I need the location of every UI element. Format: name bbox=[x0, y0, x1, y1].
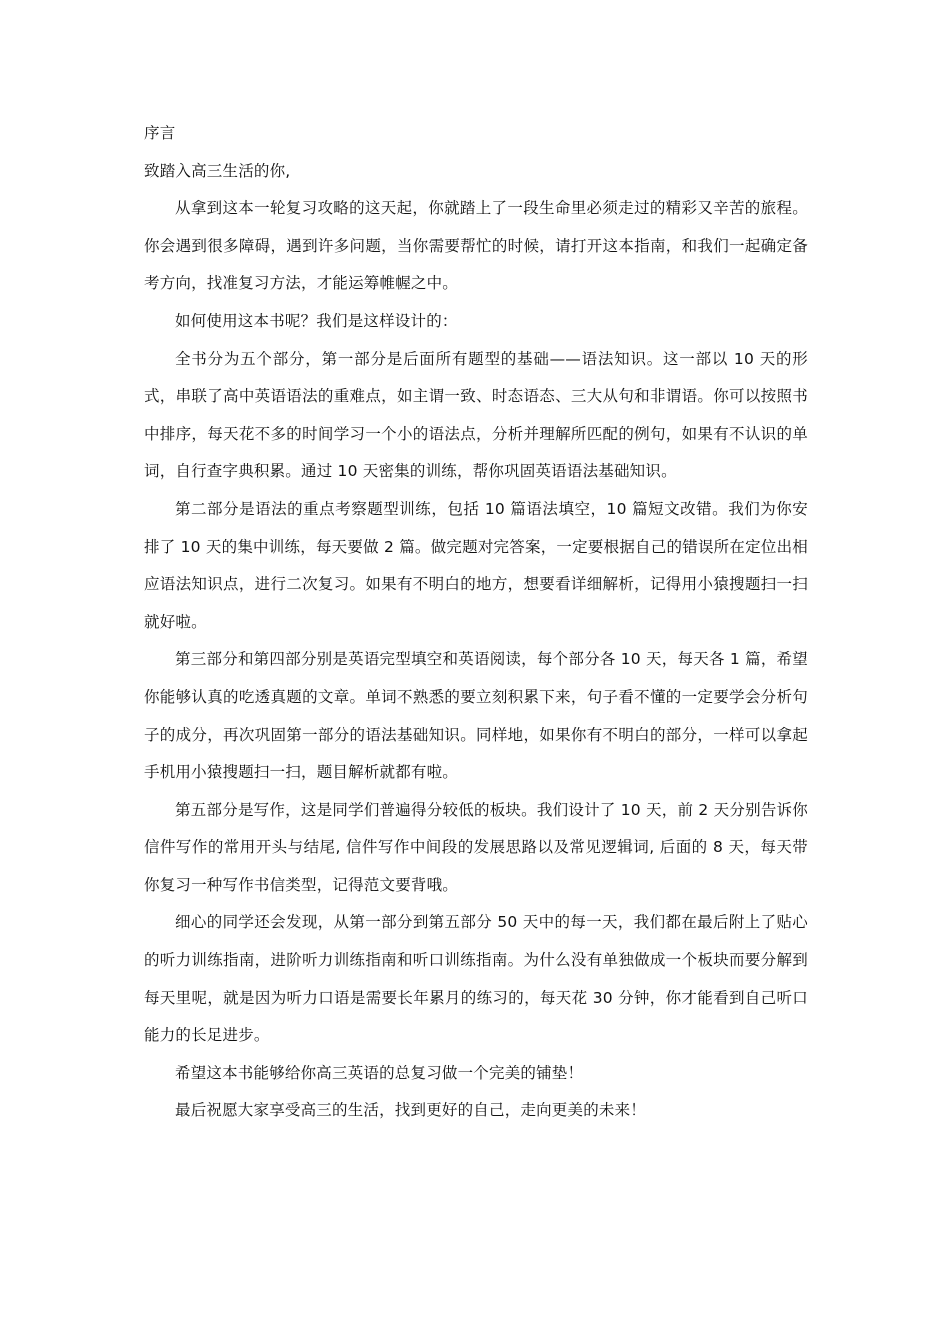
paragraph-intro: 从拿到这本一轮复习攻略的这天起，你就踏上了一段生命里必须走过的精彩又辛苦的旅程。 你会遇到很多障碍，遇到许多问题，当你需要帮忙的时候，请打开这本指南，和我们一起确定备考方向，找准复习方法，才能运筹帷幄之中。 bbox=[144, 199, 808, 293]
document-title: 序言 bbox=[144, 124, 176, 142]
paragraph-part-five: 第五部分是写作，这是同学们普遍得分较低的板块。我们设计了 10 天，前 2 天分别告诉你信件写作的常用开头与结尾, 信件写作中间段的发展思路以及常见逻辑词, 后面的 8 天，每天带你复习一种写作书信类型，记得范文要背哦。 bbox=[144, 800, 808, 894]
paragraph-part-one: 全书分为五个部分，第一部分是后面所有题型的基础——语法知识。这一部以 10 天的形式，串联了高中英语语法的重难点，如主谓一致、时态语态、三大从句和非谓语。你可以按照书中排序，每天花不多的时间学习一个小的语法点，分析并理解所匹配的例句，如果有不认识的单词，自行查字典积累。通过 10 天密集的训练，帮你巩固英语语法基础知识。 bbox=[144, 349, 808, 481]
paragraph-closing: 最后祝愿大家享受高三的生活，找到更好的自己，走向更美的未来！ bbox=[175, 1101, 647, 1120]
paragraph-part-two: 第二部分是语法的重点考察题型训练，包括 10 篇语法填空，10 篇短文改错。我们为你安排了 10 天的集中训练，每天要做 2 篇。做完题对完答案，一定要根据自己的错误所在定位出相应语法知识点，进行二次复习。如果有不明白的地方，想要看详细解析，记得用小猿搜题扫一扫就好啦。 bbox=[144, 499, 808, 631]
document-body bbox=[144, 115, 808, 1130]
paragraph-hope: 希望这本书能够给你高三英语的总复习做一个完美的铺垫！ bbox=[175, 1063, 584, 1082]
paragraph-listening: 细心的同学还会发现，从第一部分到第五部分 50 天中的每一天，我们都在最后附上了贴心的听力训练指南，进阶听力训练指南和听口训练指南。为什么没有单独做成一个板块而要分解到每天里呢，就是因为听力口语是需要长年累月的练习的，每天花 30 分钟，你才能看到自己听口能力的长足进步。 bbox=[144, 913, 808, 1045]
salutation: 致踏入高三生活的你, bbox=[144, 161, 291, 180]
paragraph-how-to-use: 如何使用这本书呢？我们是这样设计的： bbox=[175, 311, 458, 330]
paragraph-parts-three-four: 第三部分和第四部分别是英语完型填空和英语阅读，每个部分各 10 天，每天各 1 篇，希望你能够认真的吃透真题的文章。单词不熟悉的要立刻积累下来，句子看不懂的一定要学会分析句子的成分，再次巩固第一部分的语法基础知识。同样地，如果你有不明白的部分，一样可以拿起手机用小猿搜题扫一扫，题目解析就都有啦。 bbox=[144, 650, 808, 782]
